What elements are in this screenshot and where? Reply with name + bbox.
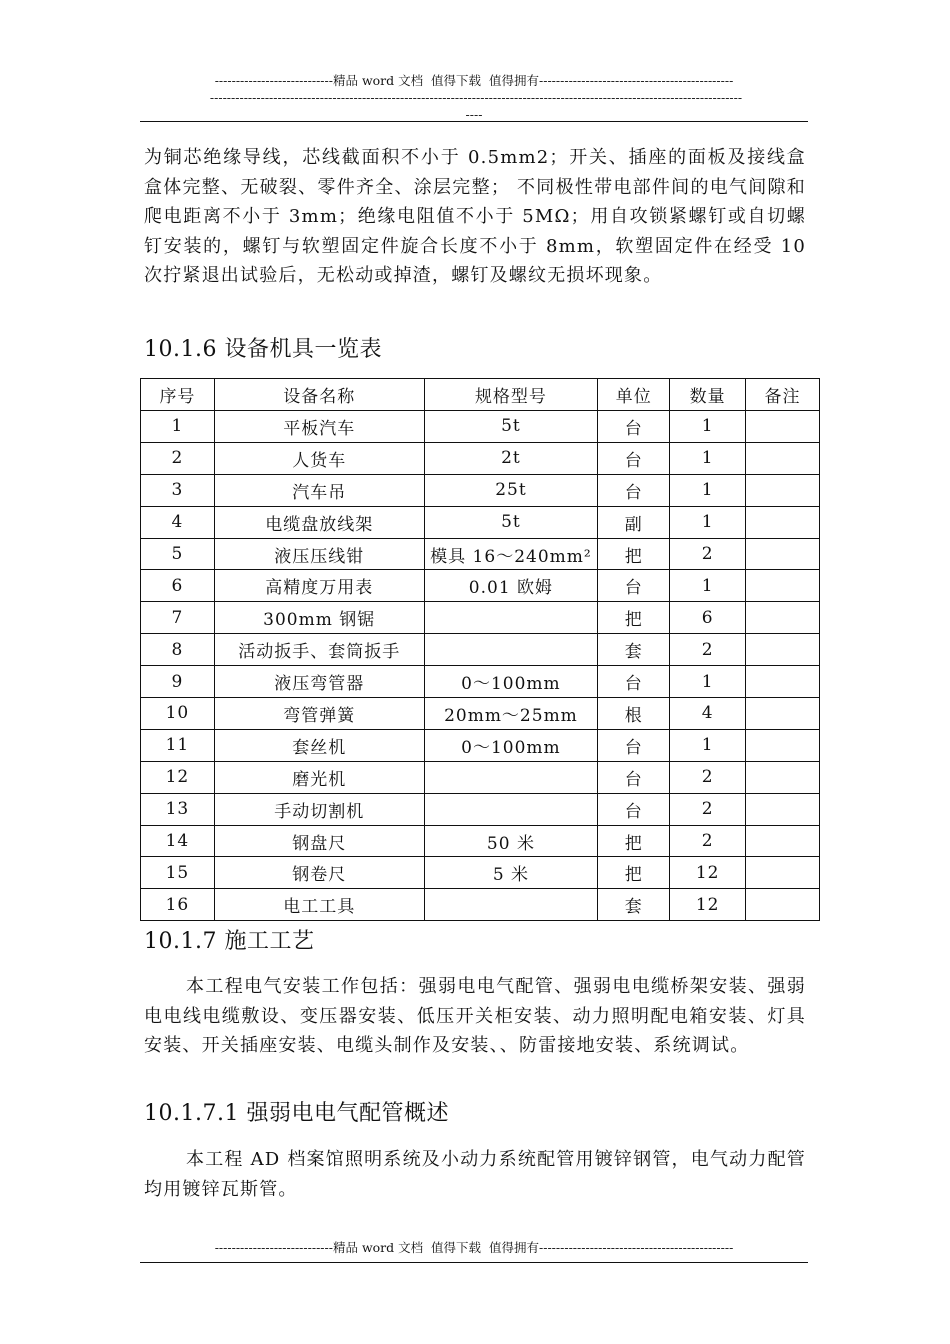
- page-header-dash-tail: ----: [465, 107, 483, 122]
- table-row: [141, 474, 820, 506]
- table-row: [141, 761, 820, 793]
- cell-unit: 台: [598, 793, 670, 825]
- cell-remarks: [746, 857, 820, 889]
- cell-spec: [424, 634, 598, 666]
- cell-quantity: 2: [670, 538, 746, 570]
- cell-name: 钢盘尺: [214, 825, 424, 857]
- table-row: [141, 634, 820, 666]
- intro-paragraph: 为铜芯绝缘导线，芯线截面积不小于 0.5mm2；开关、插座的面板及接线盒盒体完整、无破裂、零件齐全、涂层完整； 不同极性带电部件间的电气间隙和爬电距离不小于 3mm；绝缘电阻值不小于 5MΩ；用自攻锁紧螺钉或自切螺钉安装的，螺钉与软塑固定件旋合长度不小于 8mm，软塑固定件在经受 10 次拧紧退出试验后，无松动或掉渣，螺钉及螺纹无损坏现象。: [144, 147, 806, 286]
- cell-remarks: [746, 666, 820, 698]
- cell-remarks: [746, 634, 820, 666]
- process-paragraph: 本工程电气安装工作包括：强弱电电气配管、强弱电电缆桥架安装、强弱电电线电缆敷设、变压器安装、低压开关柜安装、动力照明配电箱安装、灯具安装、开关插座安装、电缆头制作及安装、、防雷接地安装、系统调试。: [144, 976, 806, 1056]
- cell-name: 钢卷尺: [214, 857, 424, 889]
- table-row: [141, 602, 820, 634]
- cell-quantity: 1: [670, 506, 746, 538]
- cell-unit: 把: [598, 825, 670, 857]
- cell-spec: 5 米: [424, 857, 598, 889]
- cell-unit: 把: [598, 602, 670, 634]
- cell-spec: [424, 602, 598, 634]
- cell-remarks: [746, 729, 820, 761]
- cell-index: 12: [141, 761, 215, 793]
- cell-name: 汽车吊: [214, 474, 424, 506]
- column-header-index: 序号: [141, 379, 215, 411]
- cell-name: 磨光机: [214, 761, 424, 793]
- cell-spec: 50 米: [424, 825, 598, 857]
- section-heading-process: 10.1.7 施工工艺: [144, 929, 315, 954]
- cell-quantity: 2: [670, 634, 746, 666]
- cell-remarks: [746, 411, 820, 443]
- column-header-quantity: 数量: [670, 379, 746, 411]
- cell-spec: 5t: [424, 411, 598, 443]
- cell-index: 8: [141, 634, 215, 666]
- page-header-dash-line: ------------------------------------------------------------------------------------------------------------------------------: [209, 90, 743, 105]
- column-header-spec: 规格型号: [424, 379, 598, 411]
- cell-quantity: 1: [670, 570, 746, 602]
- cell-name: 液压压线钳: [214, 538, 424, 570]
- cell-quantity: 1: [670, 729, 746, 761]
- cell-index: 5: [141, 538, 215, 570]
- cell-spec: 模具 16～240mm²: [424, 538, 598, 570]
- table-row: [141, 857, 820, 889]
- cell-index: 3: [141, 474, 215, 506]
- cell-remarks: [746, 506, 820, 538]
- cell-unit: 把: [598, 857, 670, 889]
- cell-remarks: [746, 761, 820, 793]
- cell-index: 6: [141, 570, 215, 602]
- equipment-table-body: [141, 411, 820, 921]
- cell-index: 11: [141, 729, 215, 761]
- table-row: [141, 729, 820, 761]
- cell-unit: 台: [598, 666, 670, 698]
- cell-index: 16: [141, 889, 215, 921]
- cell-remarks: [746, 698, 820, 730]
- table-row: [141, 538, 820, 570]
- cell-name: 液压弯管器: [214, 666, 424, 698]
- cell-quantity: 1: [670, 442, 746, 474]
- cell-quantity: 1: [670, 666, 746, 698]
- cell-name: 活动扳手、套筒扳手: [214, 634, 424, 666]
- table-row: [141, 666, 820, 698]
- header-rule: [140, 121, 808, 122]
- cell-spec: 20mm～25mm: [424, 698, 598, 730]
- cell-unit: 台: [598, 474, 670, 506]
- cell-remarks: [746, 538, 820, 570]
- footer-rule: [140, 1262, 808, 1263]
- cell-name: 300mm 钢锯: [214, 602, 424, 634]
- cell-spec: 0～100mm: [424, 729, 598, 761]
- cell-unit: 台: [598, 729, 670, 761]
- cell-quantity: 6: [670, 602, 746, 634]
- conduit-paragraph: 本工程 AD 档案馆照明系统及小动力系统配管用镀锌钢管，电气动力配管均用镀锌瓦斯管。: [144, 1149, 806, 1200]
- cell-index: 4: [141, 506, 215, 538]
- cell-name: 电工工具: [214, 889, 424, 921]
- cell-unit: 把: [598, 538, 670, 570]
- cell-index: 13: [141, 793, 215, 825]
- cell-spec: 25t: [424, 474, 598, 506]
- cell-spec: [424, 761, 598, 793]
- cell-name: 弯管弹簧: [214, 698, 424, 730]
- equipment-table: [140, 378, 820, 921]
- page-header-line: ----------------------------精品 word 文档 值得下载 值得拥有----------------------------------------------: [214, 73, 734, 88]
- cell-spec: 0～100mm: [424, 666, 598, 698]
- cell-remarks: [746, 474, 820, 506]
- column-header-remarks: 备注: [746, 379, 820, 411]
- cell-unit: 台: [598, 411, 670, 443]
- table-row: [141, 889, 820, 921]
- page-footer-line: ----------------------------精品 word 文档 值得下载 值得拥有----------------------------------------------: [214, 1240, 734, 1255]
- cell-index: 1: [141, 411, 215, 443]
- cell-index: 10: [141, 698, 215, 730]
- cell-quantity: 2: [670, 825, 746, 857]
- cell-remarks: [746, 602, 820, 634]
- cell-quantity: 4: [670, 698, 746, 730]
- cell-unit: 台: [598, 442, 670, 474]
- table-row: [141, 506, 820, 538]
- cell-unit: 根: [598, 698, 670, 730]
- cell-name: 平板汽车: [214, 411, 424, 443]
- cell-remarks: [746, 570, 820, 602]
- cell-index: 15: [141, 857, 215, 889]
- cell-spec: 0.01 欧姆: [424, 570, 598, 602]
- cell-index: 7: [141, 602, 215, 634]
- cell-remarks: [746, 793, 820, 825]
- cell-unit: 套: [598, 889, 670, 921]
- table-row: [141, 825, 820, 857]
- cell-remarks: [746, 825, 820, 857]
- table-row: [141, 698, 820, 730]
- cell-remarks: [746, 442, 820, 474]
- cell-remarks: [746, 889, 820, 921]
- cell-name: 高精度万用表: [214, 570, 424, 602]
- cell-quantity: 12: [670, 889, 746, 921]
- cell-name: 套丝机: [214, 729, 424, 761]
- cell-quantity: 1: [670, 474, 746, 506]
- cell-spec: 5t: [424, 506, 598, 538]
- section-heading-equipment: 10.1.6 设备机具一览表: [144, 337, 382, 362]
- cell-quantity: 2: [670, 793, 746, 825]
- cell-quantity: 1: [670, 411, 746, 443]
- table-header-row: [141, 379, 820, 411]
- section-heading-conduit: 10.1.7.1 强弱电电气配管概述: [144, 1101, 449, 1126]
- cell-name: 手动切割机: [214, 793, 424, 825]
- table-row: [141, 411, 820, 443]
- cell-index: 9: [141, 666, 215, 698]
- cell-unit: 套: [598, 634, 670, 666]
- cell-unit: 台: [598, 570, 670, 602]
- cell-unit: 台: [598, 761, 670, 793]
- cell-index: 2: [141, 442, 215, 474]
- cell-unit: 副: [598, 506, 670, 538]
- cell-name: 电缆盘放线架: [214, 506, 424, 538]
- column-header-name: 设备名称: [214, 379, 424, 411]
- column-header-unit: 单位: [598, 379, 670, 411]
- table-row: [141, 442, 820, 474]
- cell-spec: [424, 793, 598, 825]
- table-row: [141, 570, 820, 602]
- cell-quantity: 2: [670, 761, 746, 793]
- cell-spec: 2t: [424, 442, 598, 474]
- cell-name: 人货车: [214, 442, 424, 474]
- cell-spec: [424, 889, 598, 921]
- cell-index: 14: [141, 825, 215, 857]
- table-row: [141, 793, 820, 825]
- cell-quantity: 12: [670, 857, 746, 889]
